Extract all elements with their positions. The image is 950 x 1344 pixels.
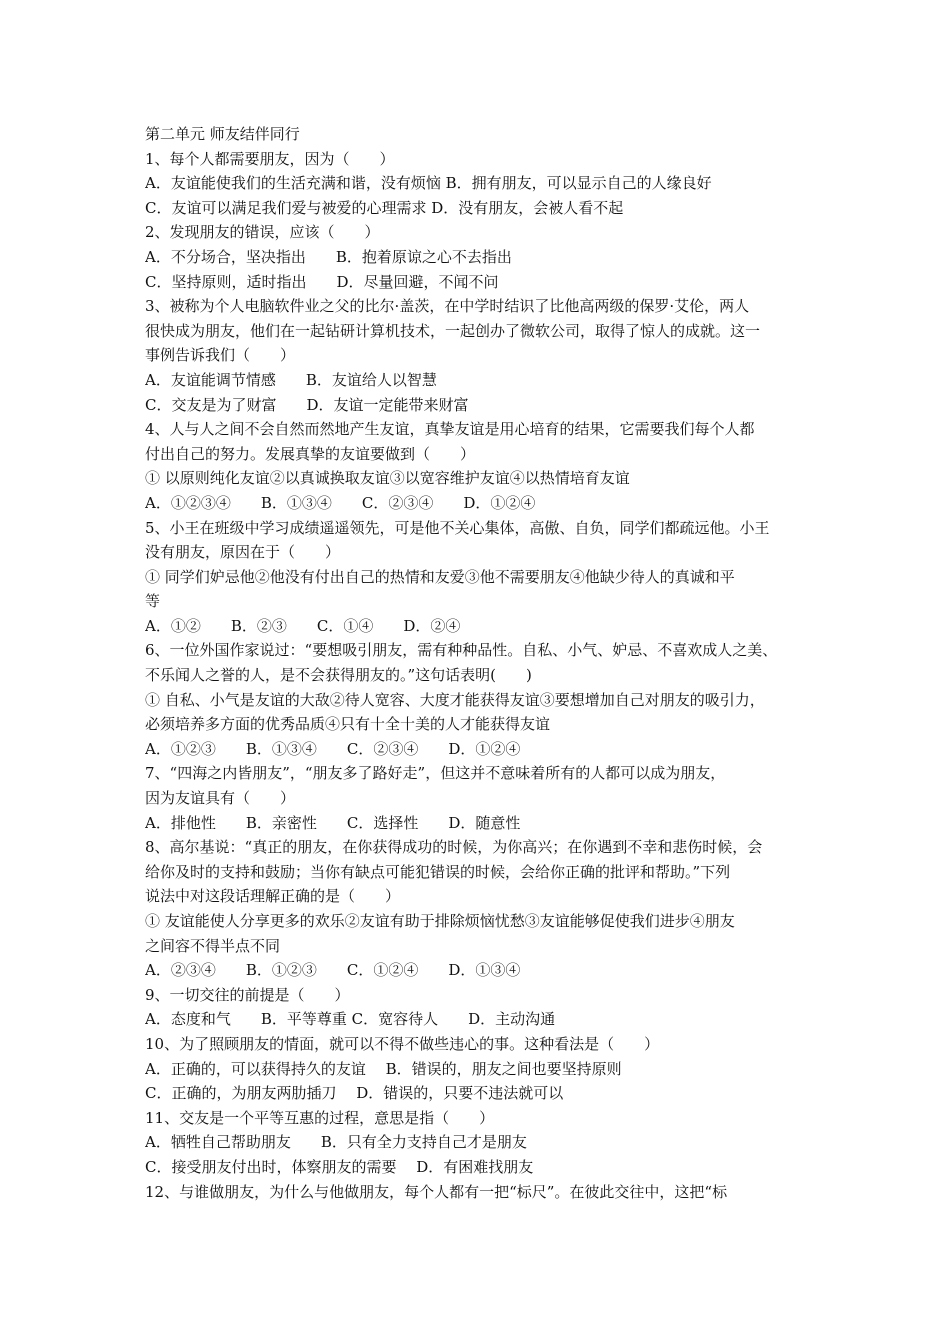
- text-line: 必须培养多方面的优秀品质④只有十全十美的人才能获得友谊: [145, 715, 551, 734]
- text-line: 8、高尔基说：“真正的朋友，在你获得成功的时候，为你高兴；在你遇到不幸和悲伤时候，会: [145, 838, 763, 857]
- text-line: C．接受朋友付出时，体察朋友的需要 D．有困难找朋友: [145, 1157, 534, 1176]
- text-line: C．正确的，为朋友两肋插刀 D．错误的，只要不违法就可以: [145, 1084, 564, 1103]
- text-line: A．②③④ B．①②③ C．①②④ D．①③④: [145, 961, 521, 980]
- text-line: 1、每个人都需要朋友，因为（ ）: [145, 149, 395, 168]
- text-line: A．正确的，可以获得持久的友谊 B．错误的，朋友之间也要坚持原则: [145, 1059, 622, 1078]
- text-line: 2、发现朋友的错误，应该（ ）: [145, 223, 380, 242]
- text-line: A．态度和气 B．平等尊重 C．宽容待人 D．主动沟通: [145, 1010, 556, 1029]
- text-line: ① 同学们妒忌他②他没有付出自己的热情和友爱③他不需要朋友④他缺少待人的真诚和平: [145, 567, 735, 586]
- document-body: [145, 122, 820, 1204]
- text-line: 不乐闻人之誉的人，是不会获得朋友的。”这句话表明( ): [145, 666, 532, 685]
- text-line: A．友谊能调节情感 B．友谊给人以智慧: [145, 370, 437, 389]
- text-line: ① 自私、小气是友谊的大敌②待人宽容、大度才能获得友谊③要想增加自己对朋友的吸引力，: [145, 690, 765, 709]
- text-line: C．友谊可以满足我们爱与被爱的心理需求 D．没有朋友，会被人看不起: [145, 198, 624, 217]
- text-line: 11、交友是一个平等互惠的过程，意思是指（ ）: [145, 1108, 495, 1127]
- text-line: 3、被称为个人电脑软件业之父的比尔·盖茨，在中学时结识了比他高两级的保罗·艾伦，两人: [145, 297, 750, 316]
- text-line: 事例告诉我们（ ）: [145, 346, 296, 365]
- text-line: 很快成为朋友，他们在一起钻研计算机技术，一起创办了微软公司，取得了惊人的成就。这一: [145, 321, 761, 340]
- text-line: A．①②③ B．①③④ C．②③④ D．①②④: [145, 739, 521, 758]
- text-line: 7、“四海之内皆朋友”，“朋友多了路好走”，但这并不意味着所有的人都可以成为朋友，: [145, 764, 726, 783]
- text-line: 9、一切交往的前提是（ ）: [145, 985, 350, 1004]
- text-line: A．排他性 B．亲密性 C．选择性 D．随意性: [145, 813, 521, 832]
- text-line: 因为友谊具有（ ）: [145, 789, 296, 808]
- text-line: A．不分场合，坚决指出 B．抱着原谅之心不去指出: [145, 247, 512, 266]
- text-line: ① 以原则纯化友谊②以真诚换取友谊③以宽容维护友谊④以热情培育友谊: [145, 469, 630, 488]
- text-line: A．牺牲自己帮助朋友 B．只有全力支持自己才是朋友: [145, 1133, 527, 1152]
- text-line: 4、人与人之间不会自然而然地产生友谊，真挚友谊是用心培育的结果，它需要我们每个人都: [145, 420, 755, 439]
- text-line: 说法中对这段话理解正确的是（ ）: [145, 887, 401, 906]
- text-line: 10、为了照顾朋友的情面，就可以不得不做些违心的事。这种看法是（ ）: [145, 1034, 660, 1053]
- text-line: 6、一位外国作家说过：“要想吸引朋友，需有种种品性。自私、小气、妒忌、不喜欢成人之美、: [145, 641, 778, 660]
- text-line: 之间容不得半点不同: [145, 936, 281, 955]
- text-line: 付出自己的努力。发展真挚的友谊要做到（ ）: [145, 444, 476, 463]
- text-line: C．交友是为了财富 D．友谊一定能带来财富: [145, 395, 469, 414]
- text-line: A．①②③④ B．①③④ C．②③④ D．①②④: [145, 493, 536, 512]
- text-line: 12、与谁做朋友，为什么与他做朋友，每个人都有一把“标尺”。在彼此交往中，这把“标: [145, 1182, 728, 1201]
- text-line: ① 友谊能使人分享更多的欢乐②友谊有助于排除烦恼忧愁③友谊能够促使我们进步④朋友: [145, 912, 735, 930]
- unit-title: 第二单元 师友结伴同行: [145, 125, 300, 143]
- text-line: A．友谊能使我们的生活充满和谐，没有烦恼 B．拥有朋友，可以显示自己的人缘良好: [145, 174, 712, 193]
- text-line: 等: [145, 592, 161, 611]
- text-line: 没有朋友，原因在于（ ）: [145, 543, 341, 562]
- text-line: 给你及时的支持和鼓励；当你有缺点可能犯错误的时候，会给你正确的批评和帮助。”下列: [145, 862, 731, 881]
- text-line: A．①② B．②③ C．①④ D．②④: [145, 616, 461, 635]
- text-line: 5、小王在班级中学习成绩遥遥领先，可是他不关心集体，高傲、自负，同学们都疏远他。小王: [145, 518, 770, 537]
- text-line: C．坚持原则，适时指出 D．尽量回避，不闻不问: [145, 272, 499, 291]
